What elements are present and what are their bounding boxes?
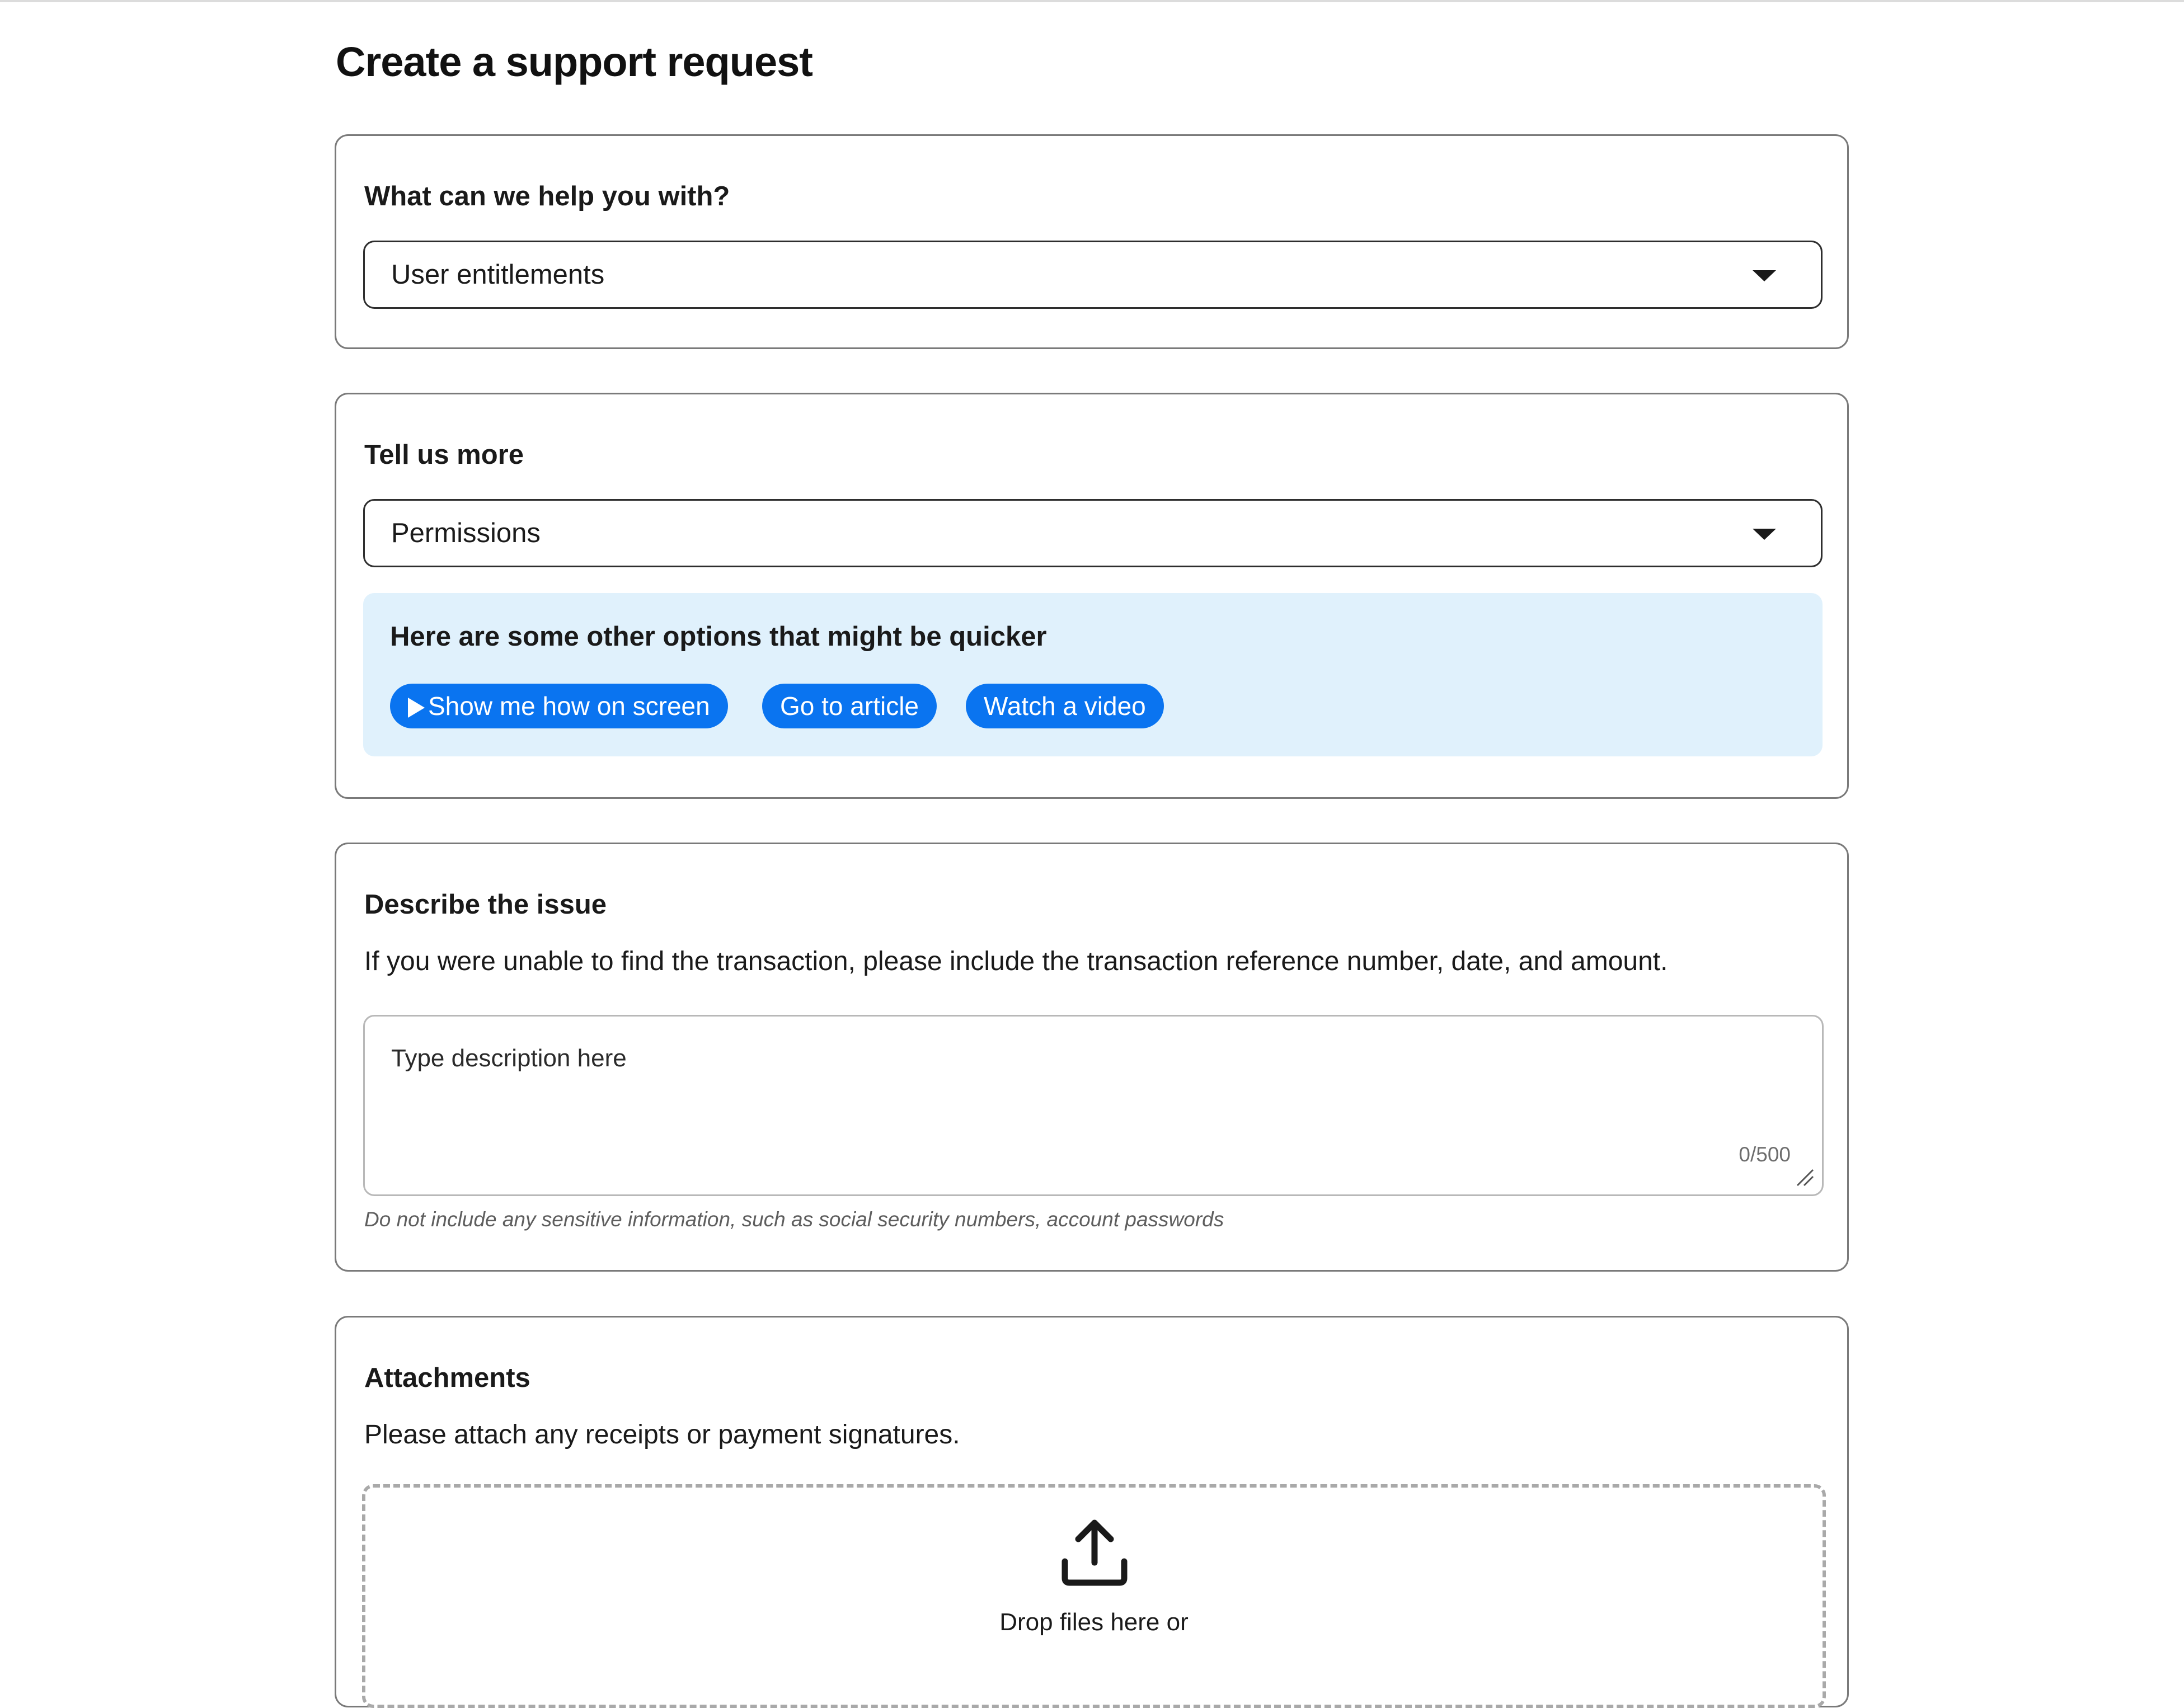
quick-options-title: Here are some other options that might be quicker bbox=[390, 622, 1047, 652]
help-topic-selected-value: User entitlements bbox=[391, 260, 605, 290]
tell-us-more-card bbox=[335, 393, 1849, 799]
subtopic-select[interactable] bbox=[363, 499, 1823, 567]
play-icon bbox=[408, 698, 425, 718]
show-me-how-label: Show me how on screen bbox=[428, 691, 710, 721]
show-me-how-button[interactable] bbox=[390, 684, 728, 728]
page-title: Create a support request bbox=[336, 39, 812, 85]
description-textarea[interactable] bbox=[365, 1017, 1822, 1194]
describe-issue-instructions: If you were unable to find the transaction, please include the transaction reference number, date, and amount. bbox=[364, 947, 1668, 976]
description-field-wrapper bbox=[363, 1015, 1824, 1196]
help-topic-card bbox=[335, 134, 1849, 349]
chevron-down-icon bbox=[1753, 529, 1776, 540]
subtopic-selected-value: Permissions bbox=[391, 518, 541, 548]
go-to-article-label: Go to article bbox=[780, 691, 919, 721]
attachments-instructions: Please attach any receipts or payment signatures. bbox=[364, 1420, 960, 1450]
go-to-article-button[interactable] bbox=[762, 684, 937, 728]
watch-video-label: Watch a video bbox=[984, 691, 1146, 721]
dropzone-text: Drop files here or bbox=[999, 1608, 1189, 1636]
chevron-down-icon bbox=[1753, 270, 1776, 281]
resize-handle-icon[interactable] bbox=[1795, 1168, 1814, 1187]
attachments-heading: Attachments bbox=[364, 1363, 530, 1393]
watch-video-button[interactable] bbox=[966, 684, 1164, 728]
file-dropzone[interactable] bbox=[362, 1484, 1826, 1708]
help-topic-select[interactable] bbox=[363, 241, 1823, 309]
character-counter: 0/500 bbox=[1739, 1143, 1791, 1166]
upload-icon bbox=[1058, 1516, 1131, 1588]
sensitive-info-hint: Do not include any sensitive information, such as social security numbers, account passwords bbox=[364, 1208, 1224, 1231]
quick-options-panel bbox=[363, 593, 1823, 756]
describe-issue-card bbox=[335, 843, 1849, 1272]
describe-issue-heading: Describe the issue bbox=[364, 890, 607, 920]
tell-us-more-heading: Tell us more bbox=[364, 440, 524, 470]
help-topic-heading: What can we help you with? bbox=[364, 181, 730, 211]
attachments-card bbox=[335, 1316, 1849, 1707]
